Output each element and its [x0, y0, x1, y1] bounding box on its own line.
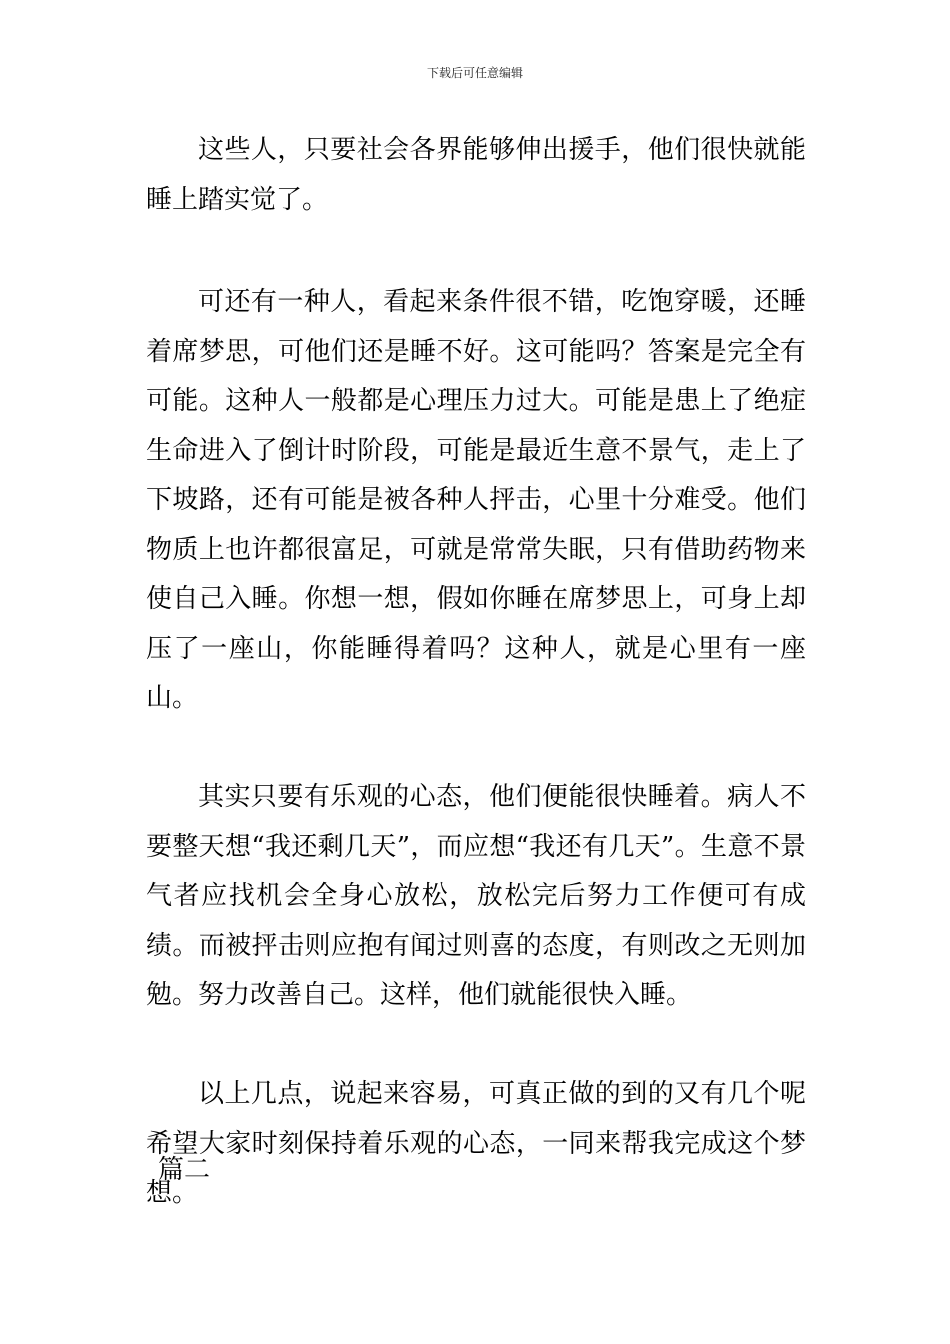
paragraph-4: 以上几点，说起来容易，可真正做的到的又有几个呢希望大家时刻保持着乐观的心态，一同来帮我完成这个梦想。: [146, 1079, 806, 1208]
paragraph-spacer: [146, 1021, 806, 1071]
paragraph-1: 这些人，只要社会各界能够伸出援手，他们很快就能睡上踏实觉了。: [146, 135, 806, 215]
section-title: 篇二: [158, 1155, 211, 1185]
paragraph-3: 其实只要有乐观的心态，他们便能很快睡着。病人不要整天想“我还剩几天”，而应想“我还有几天”。生意不景气者应找机会全身心放松，放松完后努力工作便可有成绩。而被抨击则应抱有闻过则喜的态度，有则改之无则加勉。努力改善自己。这样，他们就能很快入睡。: [146, 782, 806, 1010]
paragraph-2: 可还有一种人，看起来条件很不错，吃饱穿暖，还睡着席梦思，可他们还是睡不好。这可能吗？答案是完全有可能。这种人一般都是心理压力过大。可能是患上了绝症生命进入了倒计时阶段，可能是最近生意不景气，走上了下坡路，还有可能是被各种人抨击，心里十分难受。他们物质上也许都很富足，可就是常常失眠，只有借助药物来使自己入睡。你想一想，假如你睡在席梦思上，可身上却压了一座山，你能睡得着吗？这种人，就是心里有一座山。: [146, 287, 806, 713]
paragraph-spacer: [146, 225, 806, 278]
page-header: 下载后可任意编辑: [426, 66, 523, 80]
paragraph-spacer: [146, 724, 806, 774]
document-body: [146, 126, 806, 1219]
